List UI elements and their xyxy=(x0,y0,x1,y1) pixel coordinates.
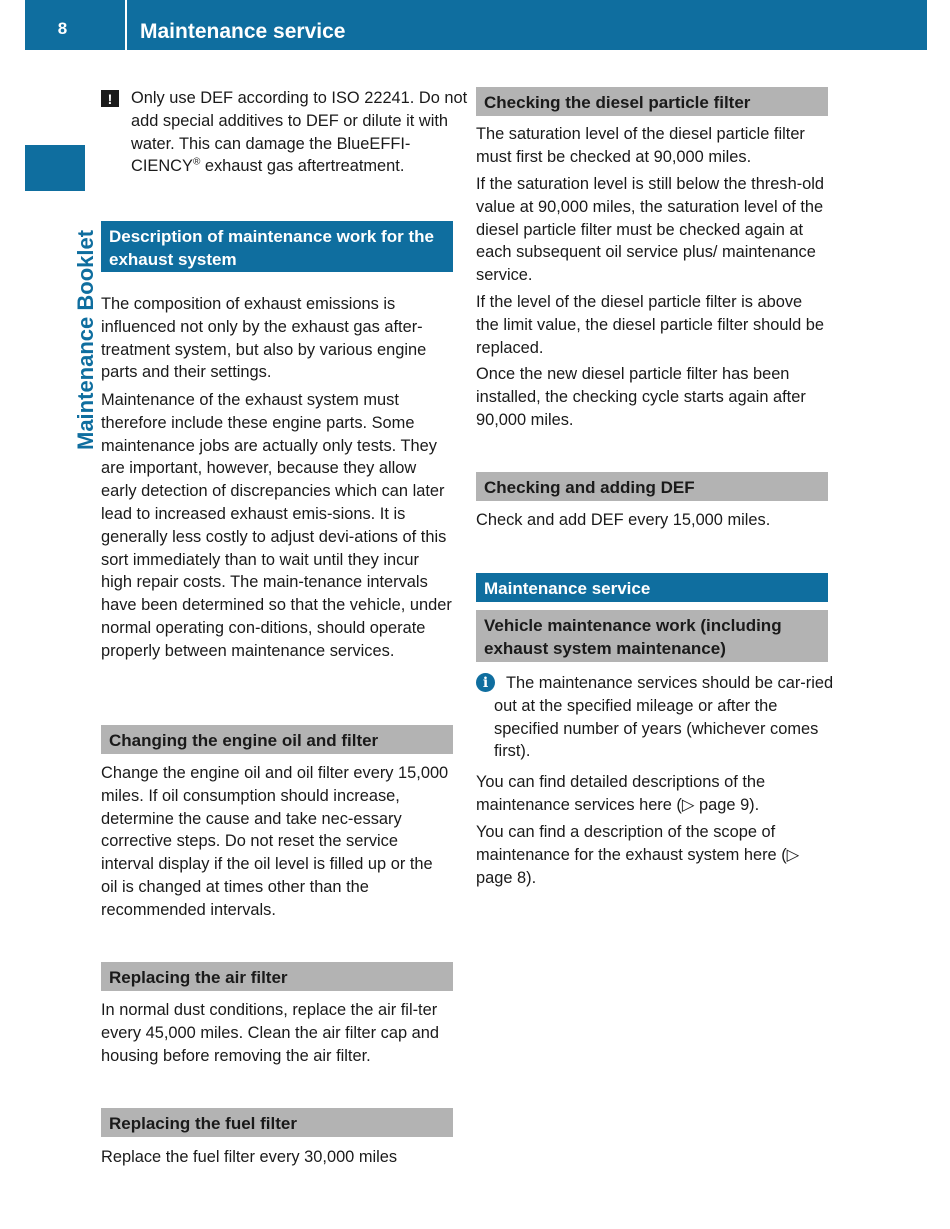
warning-note xyxy=(101,87,471,178)
info-note xyxy=(476,672,846,763)
air-filter-heading: Replacing the air filter xyxy=(101,962,453,991)
service-heading: Maintenance service xyxy=(476,573,828,602)
fuel-filter-heading: Replacing the fuel filter xyxy=(101,1108,453,1137)
exclamation-icon: ! xyxy=(101,90,119,107)
dpf-heading: Checking the diesel particle filter xyxy=(476,87,828,116)
page-title: Maintenance service xyxy=(140,20,346,43)
exhaust-paragraph-2: Maintenance of the exhaust system must therefore include these engine parts. Some maintenance jobs are actually only tests. They are important, however, because they allow early detection of discrepancies which can later lead to increased exhaust emis-sions. It is generally less costly to adjust devi-ations of this sort immediately than to wait until they incur high repair costs. The main-tenance intervals have been determined so that the vehicle, under normal operating con-ditions, should operate properly between maintenance services. xyxy=(101,391,452,660)
find-paragraph-1: You can find detailed descriptions of the maintenance services here (▷ page 9). xyxy=(476,773,766,814)
oil-paragraph: Change the engine oil and oil filter every 15,000 miles. If oil consumption should increase, determine the cause and take nec-essary corrective steps. Do not reset the service interval display if the oil level is filled up or the oil is changed at times other than the recommended intervals. xyxy=(101,764,449,919)
oil-heading: Changing the engine oil and filter xyxy=(101,725,453,754)
def-paragraph: Check and add DEF every 15,000 miles. xyxy=(476,511,771,529)
side-section-label: Maintenance Booklet xyxy=(73,229,98,450)
dpf-paragraph-3: If the level of the diesel particle filter is above the limit value, the diesel particle filter should be replaced. xyxy=(476,293,825,357)
dpf-paragraph-4: Once the new diesel particle filter has been installed, the checking cycle starts again after 90,000 miles. xyxy=(476,365,806,429)
side-tab-marker xyxy=(25,145,85,191)
info-icon: i xyxy=(476,673,495,692)
right-column xyxy=(476,0,834,887)
vehicle-maintenance-heading: Vehicle maintenance work (including exhaust system maintenance) xyxy=(476,610,828,662)
fuel-filter-paragraph: Replace the fuel filter every 30,000 miles xyxy=(101,1148,398,1166)
exhaust-heading: Description of maintenance work for the exhaust system xyxy=(101,221,453,272)
left-column xyxy=(101,0,468,1166)
dpf-paragraph-1: The saturation level of the diesel particle filter must first be checked at 90,000 miles. xyxy=(476,125,805,166)
def-heading: Checking and adding DEF xyxy=(476,472,828,501)
page-number: 8 xyxy=(57,19,68,38)
warning-text: Only use DEF according to ISO 22241. Do not add special additives to DEF or dilute it with water. This can damage the BlueEFFI-CIENCY® exhaust gas aftertreatment. xyxy=(131,89,468,176)
info-text: The maintenance services should be car-ried out at the specified mileage or after the specified number of years (whichever comes first). xyxy=(494,674,834,761)
dpf-paragraph-2: If the saturation level is still below the thresh-old value at 90,000 miles, the saturation level of the diesel particle filter must be checked again at each subsequent oil service plus/ maintenance service. xyxy=(476,175,825,285)
exhaust-paragraph-1: The composition of exhaust emissions is influenced not only by the exhaust gas after-treatment system, but also by various engine parts and their settings. xyxy=(101,295,427,382)
air-filter-paragraph: In normal dust conditions, replace the air fil-ter every 45,000 miles. Clean the air filter cap and housing before removing the air filter. xyxy=(101,1001,440,1065)
find-paragraph-2: You can find a description of the scope of maintenance for the exhaust system here (▷ page 8). xyxy=(476,823,800,887)
